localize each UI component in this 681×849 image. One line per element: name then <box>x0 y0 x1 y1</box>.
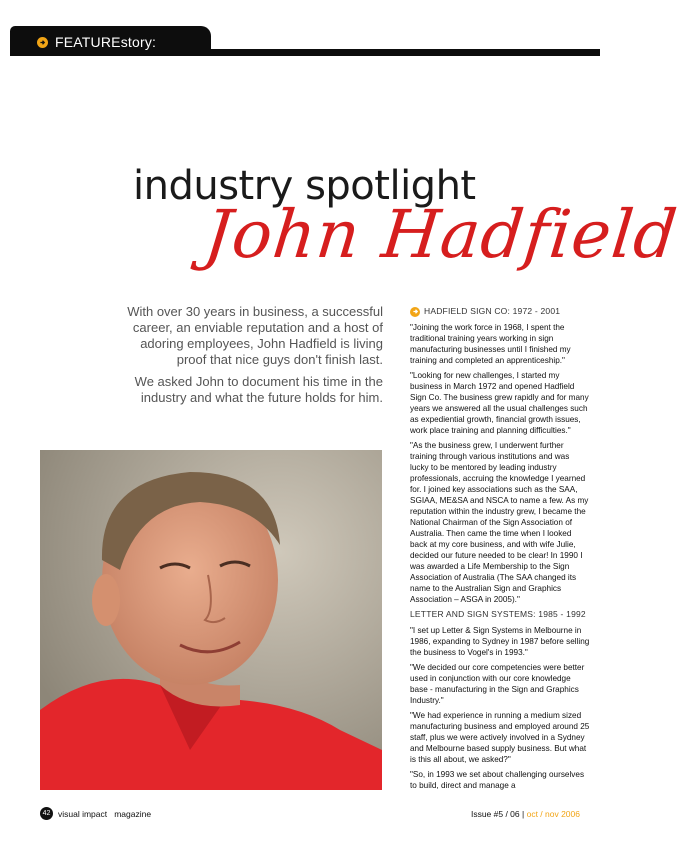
body-paragraph: "Looking for new challenges, I started my business in March 1972 and opened Hadfield Sign Co. The business grew rapidly and for many years we answered all the usual challenges such as expediential growth, financial growth issues, work place training and planning difficulties." <box>410 371 589 435</box>
page-kicker: industry spotlight <box>133 163 476 209</box>
section-heading-text: HADFIELD SIGN CO: 1972 - 2001 <box>424 306 561 316</box>
section-heading: LETTER AND SIGN SYSTEMS: 1985 - 1992 <box>410 609 586 619</box>
body-paragraph: "So, in 1993 we set about challenging ourselves to build, direct and manage a <box>410 770 585 790</box>
intro-paragraph: We asked John to document his time in the industry and what the future holds for him. <box>134 374 383 405</box>
body-paragraph: "We decided our core competencies were better used in conjunction with our core knowledge base - manufacturing in the Sign and Graphics Industry." <box>410 663 585 705</box>
portrait-photo <box>40 450 382 790</box>
body-paragraph: "I set up Letter & Sign Systems in Melbourne in 1986, expanding to Sydney in 1987 before selling the business to Vogel's in 1993." <box>410 626 590 657</box>
body-paragraph: "We had experience in running a medium sized manufacturing business and employed around 25 staff, plus we were actively involved in a Sydney and Melbourne based supply business. But what is this all about, we asked?" <box>410 711 590 764</box>
article-column <box>410 306 590 795</box>
header-rule <box>10 49 600 56</box>
arrow-circle-icon <box>410 307 420 317</box>
issue-number: Issue #5 / 06 | <box>470 809 525 819</box>
intro-paragraph: With over 30 years in business, a successful career, an enviable reputation and a host of adoring employees, John Hadfield is living proof that nice guys don't finish last. <box>127 304 383 367</box>
body-paragraph: "As the business grew, I underwent further training through various institutions and was lucky to be mentored by leading industry professionals, accruing the knowledge I yearned for. I joined key associations such as the SAA, SGIAA, ME&SA and NSCA to name a few. As my reputation within the industry grew, I became the National Chairman of the Sign Association of Australia. Then came the time when I looked back at my core business, and with wife Julie, decided our future needed to be clear! In 1990 I was awarded a Life Membership to the Sign Association of Australia (The SAA changed its name to the Australian Sign and Graphics Association – ASGA in 2005)." <box>410 441 589 604</box>
intro-text <box>108 304 383 412</box>
section-heading <box>410 306 590 317</box>
magazine-name: visual impact magazine <box>58 808 152 819</box>
section-label: FEATUREstory: <box>55 34 157 50</box>
footer-left <box>40 807 151 820</box>
arrow-circle-icon <box>37 37 48 48</box>
page-title: John Hadfield <box>200 196 681 273</box>
footer-right <box>471 809 580 819</box>
page-number: 42 <box>40 807 53 820</box>
body-paragraph: "Joining the work force in 1968, I spent the traditional training years working in sign manufacturing businesses until I finished my training and completed an apprenticeship." <box>410 323 571 365</box>
issue-date: oct / nov 2006 <box>526 809 580 819</box>
